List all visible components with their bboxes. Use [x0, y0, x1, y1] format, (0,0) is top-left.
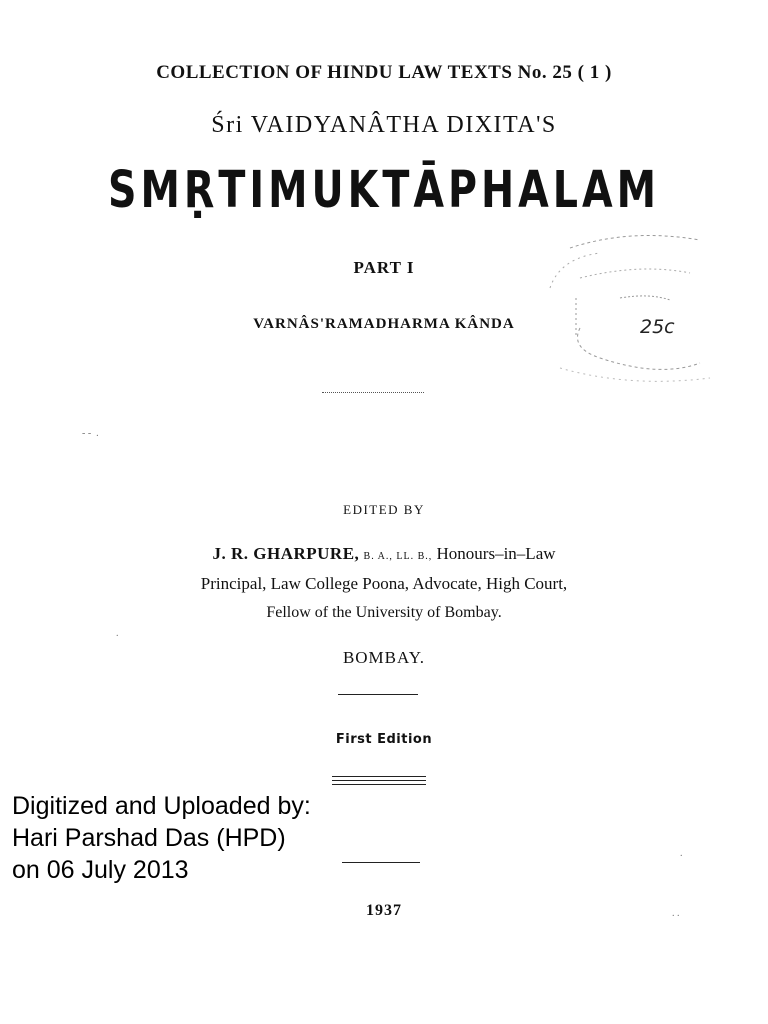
kanda-label: VARNÂS'RAMADHARMA KÂNDA — [253, 316, 515, 332]
edition-label: First Edition — [335, 732, 433, 747]
series-heading: COLLECTION OF HINDU LAW TEXTS No. 25 ( 1 ) — [156, 62, 612, 83]
scan-speck: . — [680, 848, 683, 859]
author-line: Śri VAIDYANÂTHA DIXITA'S — [211, 112, 557, 138]
triple-rule-bottom — [332, 784, 426, 785]
digitization-note — [12, 790, 311, 886]
editor-degrees: B. A., LL. B., — [363, 551, 433, 562]
scan-speck: . — [116, 628, 119, 639]
scan-speck: . . — [672, 908, 680, 919]
digitization-line-2: Hari Parshad Das (HPD) — [12, 824, 286, 852]
triple-rule-top — [332, 776, 426, 777]
editor-name: J. R. GHARPURE, — [212, 544, 360, 563]
editor-line — [40, 544, 728, 564]
ornamental-divider — [322, 392, 424, 394]
editor-fellow: Fellow of the University of Bombay. — [266, 604, 502, 621]
editor-principal: Principal, Law College Poona, Advocate, High Court, — [200, 574, 568, 593]
digitization-line-1: Digitized and Uploaded by: — [12, 792, 311, 820]
triple-rule-middle — [332, 780, 426, 781]
publication-year: 1937 — [366, 902, 402, 919]
edited-by-label: EDITED BY — [343, 502, 425, 517]
digitization-line-3: on 06 July 2013 — [12, 856, 189, 884]
publication-city: BOMBAY. — [342, 648, 426, 667]
book-title: SMṚTIMUKTĀPHALAM — [107, 161, 661, 220]
editor-honours: Honours–in–Law — [436, 544, 556, 563]
part-label: PART I — [353, 258, 415, 277]
stamp-handwritten-number: 25c — [640, 316, 675, 338]
stamp-seal-icon — [540, 228, 720, 388]
short-rule-lower — [342, 862, 420, 863]
library-stamp — [540, 228, 720, 388]
scan-speck: - - . — [82, 428, 99, 439]
short-rule — [338, 694, 418, 695]
